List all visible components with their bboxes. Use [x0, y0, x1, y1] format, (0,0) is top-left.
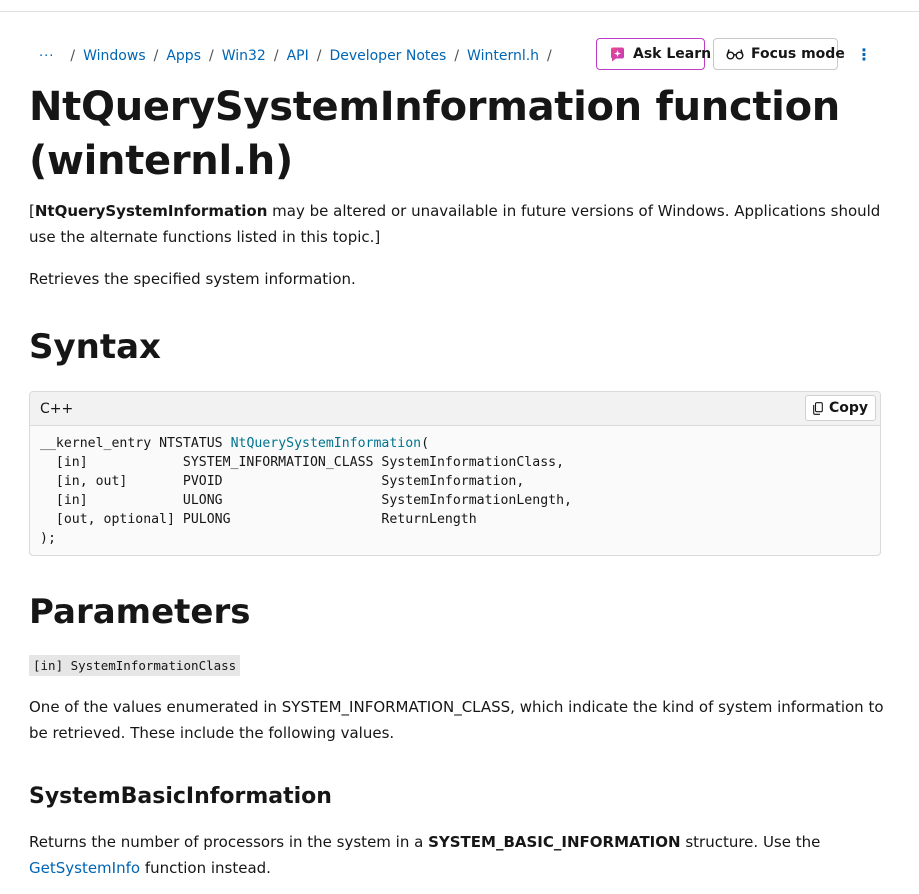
code-line: [in] ULONG SystemInformationLength,: [40, 493, 572, 508]
code-function-name: NtQuerySystemInformation: [230, 436, 422, 451]
glasses-icon: [726, 47, 744, 61]
breadcrumb-separator: /: [454, 48, 460, 64]
notice-text: may be altered or unavailable in future versions of Windows. Applications should use the alternate functions listed in this topic.]: [29, 202, 881, 246]
breadcrumb-more-button[interactable]: ···: [39, 48, 55, 64]
param-name-code: [in] SystemInformationClass: [29, 655, 240, 676]
notice-prefix: [: [29, 202, 35, 220]
code-line: [in] SYSTEM_INFORMATION_CLASS SystemInformationClass,: [40, 455, 565, 470]
subsection-text-middle: structure. Use the: [680, 833, 821, 851]
code-line: __kernel_entry NTSTATUS: [40, 436, 231, 451]
code-paren: (: [421, 436, 430, 451]
more-options-icon[interactable]: ⋮: [856, 44, 872, 64]
top-divider: [0, 11, 919, 12]
breadcrumb-api[interactable]: API: [286, 48, 309, 64]
subsection-struct-name: SYSTEM_BASIC_INFORMATION: [428, 833, 681, 851]
copy-icon: [813, 402, 823, 415]
copilot-sparkle-icon: [609, 46, 626, 63]
breadcrumb-separator: /: [70, 48, 76, 64]
getsysteminfo-link[interactable]: GetSystemInfo: [29, 859, 141, 877]
breadcrumb-winternl[interactable]: Winternl.h: [467, 48, 540, 64]
breadcrumb-windows[interactable]: Windows: [83, 48, 146, 64]
code-line: );: [40, 531, 56, 546]
notice-function-name: NtQuerySystemInformation: [34, 202, 268, 220]
breadcrumb-developer-notes[interactable]: Developer Notes: [329, 48, 447, 64]
focus-mode-button[interactable]: [713, 38, 845, 70]
code-line: [out, optional] PULONG ReturnLength: [40, 512, 477, 527]
subsection-text-after: function instead.: [140, 859, 271, 877]
deprecation-notice: [29, 198, 889, 250]
breadcrumb-separator: /: [153, 48, 159, 64]
breadcrumb-separator: /: [547, 48, 552, 64]
breadcrumb-separator: /: [316, 48, 322, 64]
syntax-heading: Syntax: [29, 327, 161, 367]
code-block: [29, 391, 881, 556]
ask-learn-button[interactable]: [596, 38, 712, 70]
breadcrumb-separator: /: [273, 48, 279, 64]
code-block-header: [30, 392, 880, 426]
code-line: [in, out] PVOID SystemInformation,: [40, 474, 525, 489]
subsection-text: [29, 829, 889, 881]
copy-button[interactable]: [805, 395, 876, 421]
parameters-heading: Parameters: [29, 592, 251, 632]
code-content: [30, 426, 880, 556]
page-title: NtQuerySystemInformation function (winternl.h): [29, 84, 840, 184]
breadcrumb-win32[interactable]: Win32: [221, 48, 266, 64]
breadcrumb-separator: /: [209, 48, 214, 64]
subsection-text-before: Returns the number of processors in the system in a: [29, 833, 429, 851]
focus-mode-label: Focus mode: [751, 46, 845, 62]
summary: Retrieves the specified system information.: [29, 270, 356, 288]
copy-label: Copy: [828, 400, 869, 416]
breadcrumb-apps[interactable]: Apps: [166, 48, 201, 64]
subsection-heading: SystemBasicInformation: [29, 784, 332, 809]
param-description: One of the values enumerated in SYSTEM_INFORMATION_CLASS, which indicate the kind of system information to be retrieved. These include the following values.: [29, 698, 884, 742]
breadcrumb: [39, 46, 560, 66]
ask-learn-label: Ask Learn: [633, 46, 712, 62]
code-language: C++: [40, 401, 74, 417]
